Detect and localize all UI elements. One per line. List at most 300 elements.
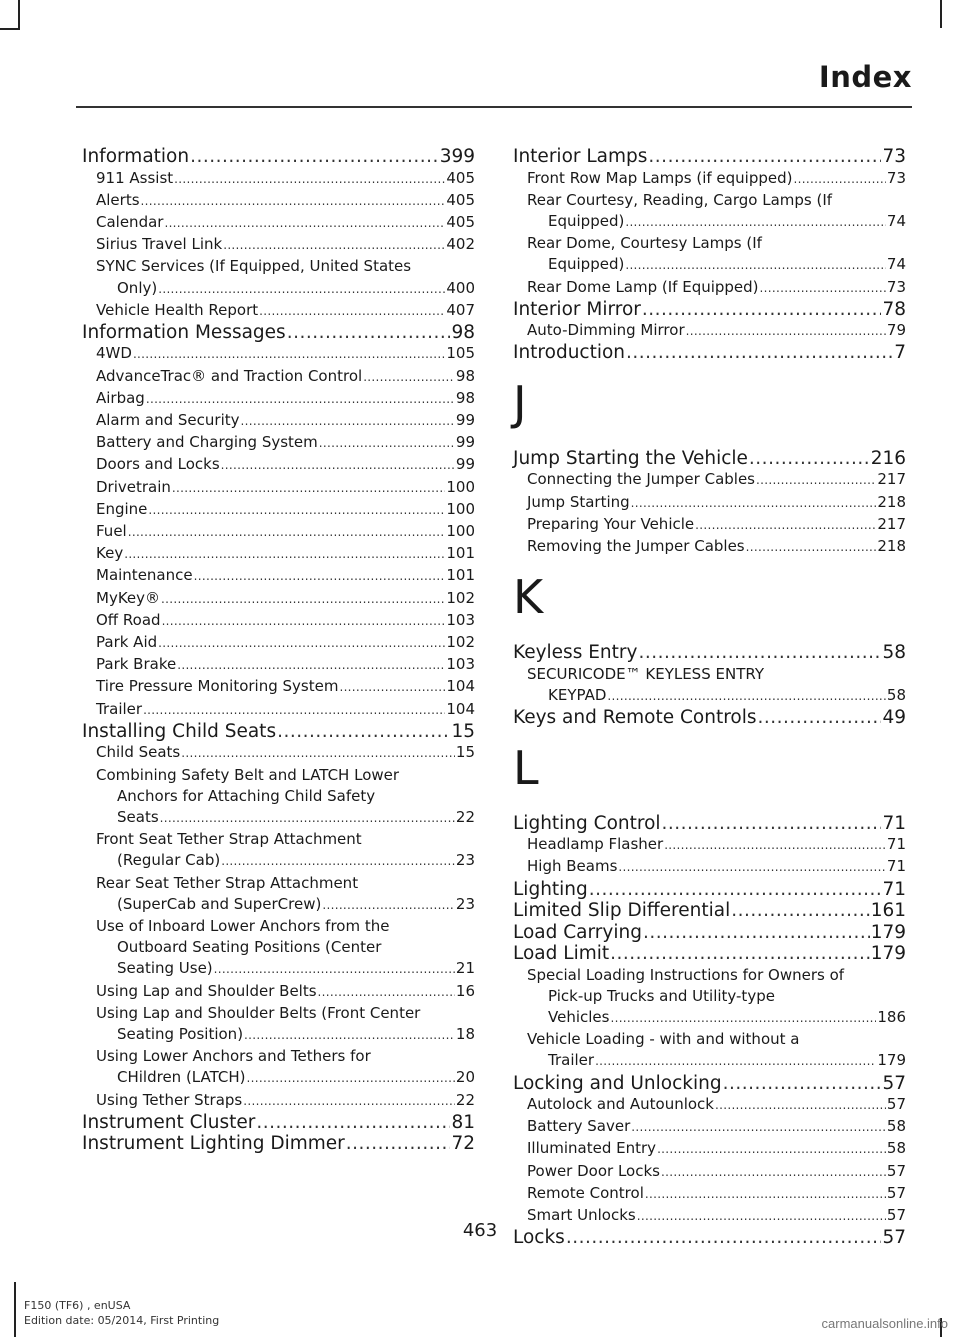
index-subentry[interactable] (82, 1090, 475, 1112)
entry-label: Lighting (513, 878, 588, 900)
footer-info (24, 1298, 219, 1328)
entry-page: 104 (446, 677, 475, 696)
entry-label: Tire Pressure Monitoring System (96, 677, 339, 696)
index-column-right (513, 146, 906, 1249)
leader-dots (363, 367, 455, 388)
section-letter: J (513, 375, 527, 430)
entry-label: Use of Inboard Lower Anchors from the (96, 917, 390, 935)
entry-label: Installing Child Seats (82, 720, 277, 742)
index-subentry[interactable] (82, 916, 475, 981)
entry-label: Doors and Locks (96, 455, 220, 474)
entry-page: 105 (446, 344, 475, 363)
index-entry[interactable] (513, 707, 906, 729)
entry-line (96, 937, 475, 958)
entry-line (527, 320, 906, 342)
crop-mark-bottom-left (14, 1282, 16, 1337)
index-entry[interactable] (513, 879, 906, 901)
entry-page: 78 (882, 298, 906, 320)
index-entry[interactable] (513, 1073, 906, 1095)
index-subentry[interactable] (513, 1183, 906, 1205)
index-entry[interactable] (513, 448, 906, 470)
entry-line (96, 521, 475, 543)
entry-label: Park Brake (96, 655, 177, 674)
leader-dots (794, 169, 886, 190)
leader-dots (277, 721, 450, 743)
leader-dots (746, 537, 877, 558)
index-entry[interactable] (513, 813, 906, 835)
entry-label: Limited Slip Differential (513, 900, 731, 922)
entry-label: Rear Seat Tether Strap Attachment (96, 873, 359, 892)
leader-dots (595, 1051, 876, 1072)
entry-page: 7 (894, 342, 906, 364)
entry-label: Child Seats (96, 743, 181, 762)
entry-line (96, 654, 475, 676)
entry-label: Park Aid (96, 633, 158, 652)
entry-page: 103 (446, 610, 475, 629)
entry-label: Instrument Cluster (82, 1111, 256, 1133)
entry-line (96, 454, 475, 476)
section-letter: L (513, 740, 539, 795)
entry-label: Alarm and Security (96, 411, 240, 430)
entry-label: Off Road (96, 610, 161, 629)
index-subentry[interactable] (82, 454, 475, 476)
entry-label: SECURICODE™ KEYLESS ENTRY (527, 664, 764, 683)
entry-label: 4WD (96, 344, 132, 363)
entry-line (527, 277, 906, 299)
index-entry[interactable] (513, 943, 906, 965)
entry-label: Auto-Dimming Mirror (527, 321, 685, 340)
leader-dots (631, 493, 877, 514)
index-subentry[interactable] (82, 1003, 475, 1046)
entry-label: Interior Mirror (513, 298, 641, 320)
entry-line (96, 786, 475, 807)
leader-dots (662, 813, 882, 835)
index-subentry[interactable] (82, 499, 475, 521)
index-subentry[interactable] (82, 765, 475, 830)
entry-line (513, 879, 906, 901)
index-entry[interactable] (513, 146, 906, 168)
crop-mark-top-left (18, 0, 20, 28)
index-subentry[interactable] (513, 1094, 906, 1116)
entry-label: Vehicle Health Report (96, 300, 259, 319)
entry-line (96, 873, 475, 894)
index-subentry[interactable] (513, 492, 906, 514)
entry-line (527, 1138, 906, 1160)
entry-page: 102 (446, 633, 475, 652)
index-subentry[interactable] (82, 699, 475, 721)
leader-dots (223, 235, 445, 256)
index-entry[interactable] (513, 922, 906, 944)
entry-label: Trailer (96, 699, 143, 718)
entry-label: Key (96, 544, 124, 563)
entry-line (96, 632, 475, 654)
index-subentry[interactable] (513, 320, 906, 342)
leader-dots (124, 544, 445, 565)
index-subentry[interactable] (82, 873, 475, 916)
entry-page: 58 (886, 1117, 906, 1136)
entry-label: Interior Lamps (513, 146, 648, 167)
index-entry[interactable] (513, 642, 906, 664)
leader-dots (160, 808, 455, 829)
entry-line (96, 300, 475, 322)
index-subentry[interactable] (82, 432, 475, 454)
entry-label: Seating Position) (117, 1025, 244, 1044)
index-subentry[interactable] (82, 610, 475, 632)
entry-line (96, 1046, 475, 1067)
entry-label: Introduction (513, 342, 626, 364)
entry-line (96, 212, 475, 234)
leader-dots (241, 411, 455, 432)
entry-label: Equipped) (548, 211, 625, 230)
entry-page: 57 (882, 1072, 906, 1094)
entry-page: 79 (886, 321, 906, 340)
entry-line (96, 256, 475, 277)
index-subentry[interactable] (513, 1161, 906, 1183)
entry-label: Calendar (96, 212, 164, 231)
entry-label: MyKey® (96, 588, 161, 607)
index-subentry[interactable] (513, 536, 906, 558)
entry-label: Rear Dome, Courtesy Lamps (If (527, 234, 762, 253)
entry-label: Pick-up Trucks and Utility-type (548, 986, 775, 1005)
index-subentry[interactable] (513, 168, 906, 190)
entry-line (527, 469, 906, 491)
entry-line (527, 965, 906, 986)
entry-page: 102 (446, 588, 475, 607)
entry-label: Locks (513, 1227, 565, 1249)
index-subentry[interactable] (513, 1138, 906, 1160)
index-subentry[interactable] (82, 543, 475, 565)
entry-label: CHildren (LATCH) (117, 1068, 246, 1087)
index-entry[interactable] (82, 721, 475, 743)
entry-page: 81 (451, 1111, 475, 1133)
entry-page: 399 (439, 146, 475, 167)
index-subentry[interactable] (82, 300, 475, 322)
leader-dots (645, 1184, 886, 1205)
entry-page: 402 (446, 235, 475, 254)
entry-line (527, 856, 906, 878)
entry-line (82, 721, 475, 743)
leader-dots (194, 566, 446, 587)
entry-label: Removing the Jumper Cables (527, 537, 745, 556)
index-subentry[interactable] (82, 742, 475, 764)
entry-page: 49 (882, 707, 906, 729)
entry-line (96, 1003, 475, 1024)
entry-line (82, 1133, 475, 1155)
entry-line (82, 1112, 475, 1134)
index-subentry[interactable] (82, 388, 475, 410)
leader-dots (174, 169, 445, 190)
entry-page: 73 (882, 146, 906, 167)
entry-line (96, 477, 475, 499)
entry-label: Jump Starting (527, 492, 630, 511)
entry-label: Jump Starting the Vehicle (513, 447, 748, 469)
index-subentry[interactable] (513, 1116, 906, 1138)
entry-page: 58 (882, 642, 906, 664)
entry-label: High Beams (527, 857, 618, 876)
entry-line (527, 1029, 906, 1050)
page-title: Index (818, 60, 912, 94)
entry-line (513, 900, 906, 922)
entry-page: 400 (446, 278, 475, 297)
entry-label: Front Row Map Lamps (if equipped) (527, 168, 793, 187)
entry-page: 18 (455, 1025, 475, 1044)
entry-label: Trailer (548, 1051, 595, 1070)
leader-dots (749, 448, 870, 470)
entry-page: 218 (877, 492, 906, 511)
index-subentry[interactable] (82, 981, 475, 1003)
leader-dots (661, 1162, 886, 1183)
leader-dots (715, 1095, 886, 1116)
entry-line (527, 1116, 906, 1138)
entry-line (513, 1073, 906, 1095)
entry-label: Information (82, 146, 190, 167)
index-subentry[interactable] (82, 588, 475, 610)
entry-line (513, 707, 906, 729)
index-subentry[interactable] (82, 234, 475, 256)
entry-label: Seating Use) (117, 959, 213, 978)
footer-edition: Edition date: 05/2014, First Printing (24, 1314, 220, 1327)
entry-line (96, 829, 475, 850)
entry-label: Outboard Seating Positions (Center (117, 938, 382, 957)
entry-line (527, 492, 906, 514)
index-subentry[interactable] (82, 1046, 475, 1089)
entry-line (527, 211, 906, 233)
entry-line (96, 543, 475, 565)
entry-page: 98 (455, 366, 475, 385)
entry-page: 57 (886, 1183, 906, 1202)
entry-line (96, 388, 475, 410)
leader-dots (133, 344, 445, 365)
entry-label: SYNC Services (If Equipped, United States (96, 257, 412, 276)
entry-label: Load Limit (513, 943, 610, 965)
crop-mark-top-left-h (0, 28, 20, 30)
entry-label: Front Seat Tether Strap Attachment (96, 830, 362, 849)
entry-label: Rear Dome Lamp (If Equipped) (527, 277, 759, 296)
entry-page: 186 (877, 1007, 906, 1026)
entry-line (527, 1094, 906, 1116)
index-subentry[interactable] (82, 654, 475, 676)
entry-line (527, 168, 906, 190)
leader-dots (631, 1117, 886, 1138)
leader-dots (259, 301, 445, 322)
entry-label: Smart Unlocks (527, 1206, 636, 1225)
entry-label: Maintenance (96, 566, 193, 585)
leader-dots (664, 835, 886, 856)
entry-label: Keys and Remote Controls (513, 707, 757, 729)
entry-line (513, 299, 906, 321)
index-subentry[interactable] (82, 521, 475, 543)
entry-page: 217 (877, 470, 906, 489)
index-subentry[interactable] (82, 190, 475, 212)
header-rule (76, 106, 912, 108)
entry-label: Instrument Lighting Dimmer (82, 1133, 345, 1155)
entry-line (96, 699, 475, 721)
leader-dots (638, 642, 881, 664)
entry-line (96, 410, 475, 432)
entry-line (513, 448, 906, 470)
entry-line (513, 642, 906, 664)
entry-label: Battery Saver (527, 1117, 631, 1136)
entry-page: 101 (446, 544, 475, 563)
leader-dots (162, 611, 446, 632)
index-entry[interactable] (82, 322, 475, 344)
entry-label: Seats (117, 807, 159, 826)
entry-line (527, 1050, 906, 1072)
entry-label: Vehicles (548, 1007, 610, 1026)
entry-page: 74 (886, 211, 906, 230)
entry-label: Information Messages (82, 321, 286, 343)
entry-label: Rear Courtesy, Reading, Cargo Lamps (If (527, 190, 833, 209)
entry-page: 99 (455, 411, 475, 430)
entry-line (96, 343, 475, 365)
index-subentry[interactable] (82, 366, 475, 388)
entry-line (96, 610, 475, 632)
leader-dots (319, 433, 455, 454)
entry-line (513, 146, 906, 168)
entry-label: Only) (117, 278, 158, 297)
entry-label: Combining Safety Belt and LATCH Lower (96, 765, 400, 784)
entry-page: 405 (446, 168, 475, 187)
entry-page: 71 (882, 812, 906, 834)
entry-page: 104 (446, 699, 475, 718)
entry-page: 100 (446, 522, 475, 541)
entry-page: 405 (446, 190, 475, 209)
leader-dots (243, 1091, 455, 1112)
index-subentry[interactable] (82, 565, 475, 587)
footer-model: F150 (TF6) , enUSA (24, 1299, 131, 1312)
entry-page: 57 (882, 1227, 906, 1249)
leader-dots (610, 943, 870, 965)
leader-dots (318, 982, 455, 1003)
leader-dots (181, 743, 455, 764)
entry-line (96, 278, 475, 300)
index-entry[interactable] (513, 342, 906, 364)
entry-label: 911 Assist (96, 168, 174, 187)
entry-page: 71 (886, 835, 906, 854)
index-subentry[interactable] (82, 343, 475, 365)
index-subentry[interactable] (82, 632, 475, 654)
index-entry[interactable] (82, 1112, 475, 1134)
index-entry[interactable] (513, 900, 906, 922)
index-entry[interactable] (82, 1133, 475, 1155)
index-subentry[interactable] (513, 1029, 906, 1072)
entry-page: 98 (455, 388, 475, 407)
entry-page: 179 (870, 943, 906, 965)
index-subentry[interactable] (513, 834, 906, 856)
index-subentry[interactable] (82, 676, 475, 698)
crop-mark-top-right (940, 0, 942, 28)
entry-label: Drivetrain (96, 477, 171, 496)
entry-line (96, 765, 475, 786)
entry-line (96, 565, 475, 587)
entry-page: 73 (886, 277, 906, 296)
index-subentry[interactable] (513, 277, 906, 299)
section-letter: K (513, 570, 544, 625)
index-subentry[interactable] (513, 664, 906, 707)
index-subentry[interactable] (82, 168, 475, 190)
entry-line (96, 807, 475, 829)
entry-page: 216 (870, 447, 906, 469)
entry-line (513, 342, 906, 364)
entry-line (96, 588, 475, 610)
entry-line (96, 1024, 475, 1046)
entry-page: 217 (877, 514, 906, 533)
index-subentry[interactable] (82, 256, 475, 299)
entry-label: Connecting the Jumper Cables (527, 470, 755, 489)
index-subentry[interactable] (82, 829, 475, 872)
index-entry[interactable] (513, 299, 906, 321)
leader-dots (758, 707, 882, 729)
leader-dots (618, 857, 886, 878)
entry-page: 15 (451, 720, 475, 742)
entry-line (527, 1007, 906, 1029)
entry-label: Airbag (96, 388, 145, 407)
index-column-left (82, 146, 475, 1155)
entry-page: 218 (877, 537, 906, 556)
leader-dots (686, 321, 886, 342)
leader-dots (221, 455, 455, 476)
entry-page: 179 (870, 921, 906, 943)
entry-page: 23 (455, 894, 475, 913)
index-subentry[interactable] (513, 233, 906, 276)
entry-label: Preparing Your Vehicle (527, 514, 695, 533)
leader-dots (610, 1008, 876, 1029)
leader-dots (146, 389, 455, 410)
entry-line (527, 664, 906, 685)
leader-dots (625, 212, 886, 233)
entry-line (513, 813, 906, 835)
index-subentry[interactable] (513, 514, 906, 536)
index-subentry[interactable] (513, 965, 906, 1030)
index-subentry[interactable] (513, 190, 906, 233)
index-subentry[interactable] (82, 410, 475, 432)
index-entry[interactable] (82, 146, 475, 168)
entry-page: 161 (870, 900, 906, 922)
index-subentry[interactable] (513, 856, 906, 878)
leader-dots (128, 522, 446, 543)
leader-dots (158, 279, 445, 300)
entry-page: 405 (446, 212, 475, 231)
entry-page: 99 (455, 433, 475, 452)
leader-dots (643, 922, 870, 944)
entry-line (82, 146, 475, 168)
entry-label: Power Door Locks (527, 1161, 660, 1180)
entry-line (96, 742, 475, 764)
entry-line (96, 1067, 475, 1089)
entry-label: AdvanceTrac® and Traction Control (96, 366, 363, 385)
entry-label: Using Lap and Shoulder Belts (96, 981, 317, 1000)
entry-page: 57 (886, 1095, 906, 1114)
entry-page: 100 (446, 477, 475, 496)
entry-line (96, 958, 475, 980)
entry-label: Autolock and Autounlock (527, 1095, 714, 1114)
entry-label: Special Loading Instructions for Owners of (527, 965, 845, 984)
entry-label: Keyless Entry (513, 642, 638, 664)
entry-line (82, 322, 475, 344)
entry-line (96, 850, 475, 872)
entry-line (96, 432, 475, 454)
entry-page: 98 (451, 321, 475, 343)
entry-page: 71 (886, 857, 906, 876)
entry-label: Using Tether Straps (96, 1090, 243, 1109)
leader-dots (287, 322, 451, 344)
index-subentry[interactable] (82, 212, 475, 234)
entry-page: 99 (455, 455, 475, 474)
index-subentry[interactable] (513, 469, 906, 491)
entry-line (527, 190, 906, 211)
entry-label: Using Lower Anchors and Tethers for (96, 1047, 371, 1066)
index-subentry[interactable] (82, 477, 475, 499)
